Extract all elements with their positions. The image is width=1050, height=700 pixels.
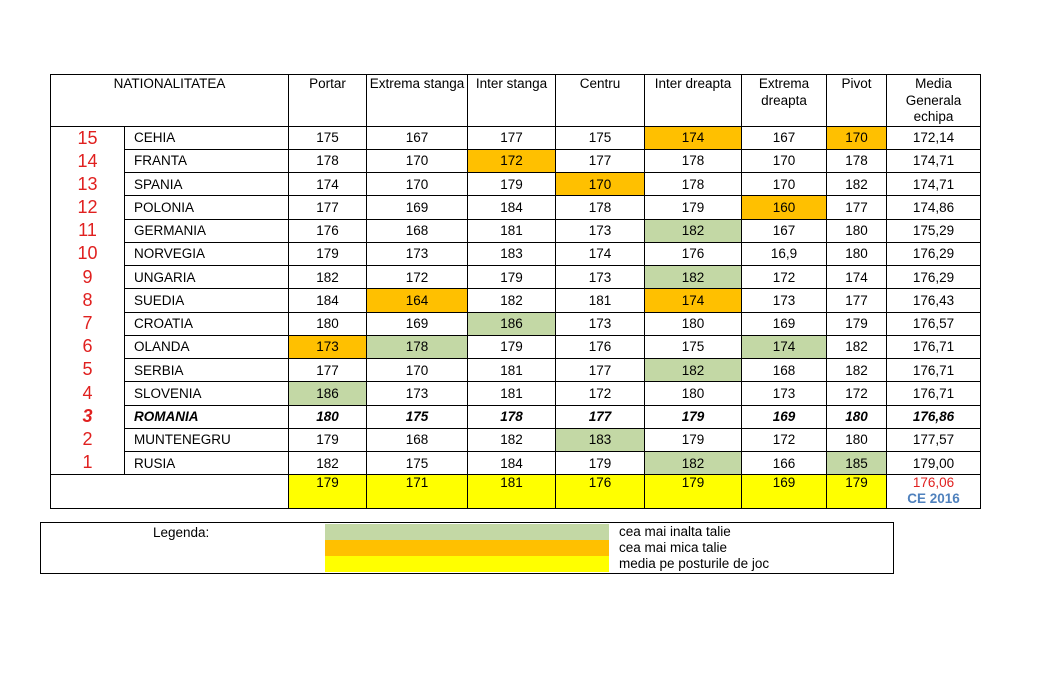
legend-swatch-shortest: [325, 540, 609, 556]
team-name: OLANDA: [125, 335, 289, 358]
cell-portar: 177: [289, 359, 367, 382]
header-pivot: Pivot: [827, 75, 887, 127]
overall-average: 176,06: [912, 475, 955, 491]
rank-number: 1: [82, 452, 93, 473]
cell-extrema-dreapta: 172: [742, 428, 827, 451]
cell-inter-dreapta: 182: [645, 219, 742, 242]
legend-text-shortest: cea mai mica talie: [619, 540, 728, 555]
rank-number: 11: [78, 220, 97, 241]
avg-extrema-stanga: 171: [367, 475, 468, 509]
cell-inter-dreapta: 178: [645, 149, 742, 172]
cell-pivot: 180: [827, 219, 887, 242]
cell-pivot: 177: [827, 289, 887, 312]
legend-title: Legenda:: [153, 525, 210, 540]
cell-extrema-dreapta: 172: [742, 266, 827, 289]
header-extrema-stanga: Extrema stanga: [367, 75, 468, 127]
cell-pivot: 180: [827, 242, 887, 265]
team-name: SPANIA: [125, 173, 289, 196]
cell-pivot: 177: [827, 196, 887, 219]
cell-extrema-dreapta: 173: [742, 382, 827, 405]
cell-extrema-stanga: 168: [367, 219, 468, 242]
table-row: [51, 149, 981, 172]
table-row: [51, 312, 981, 335]
cell-extrema-stanga: 173: [367, 242, 468, 265]
cell-extrema-dreapta: 169: [742, 312, 827, 335]
cell-media: 174,71: [887, 149, 981, 172]
team-name: CEHIA: [125, 126, 289, 149]
cell-inter-stanga: 178: [468, 405, 556, 428]
cell-inter-dreapta: 179: [645, 428, 742, 451]
avg-inter-stanga: 181: [468, 475, 556, 509]
cell-extrema-stanga: 170: [367, 359, 468, 382]
team-name: RUSIA: [125, 452, 289, 475]
cell-media: 176,43: [887, 289, 981, 312]
cell-inter-stanga: 181: [468, 382, 556, 405]
cell-inter-dreapta: 182: [645, 266, 742, 289]
legend-swatch-average: [325, 556, 609, 572]
table-row: [51, 428, 981, 451]
cell-pivot: 182: [827, 335, 887, 358]
cell-extrema-stanga: 175: [367, 452, 468, 475]
cell-pivot: 170: [827, 126, 887, 149]
cell-extrema-stanga: 172: [367, 266, 468, 289]
cell-inter-stanga: 183: [468, 242, 556, 265]
header-nationality: NATIONALITATEA: [51, 75, 289, 127]
cell-extrema-dreapta: 168: [742, 359, 827, 382]
cell-portar: 179: [289, 242, 367, 265]
team-name: SUEDIA: [125, 289, 289, 312]
avg-portar: 179: [289, 475, 367, 509]
cell-centru: 178: [556, 196, 645, 219]
cell-portar: 186: [289, 382, 367, 405]
team-name: NORVEGIA: [125, 242, 289, 265]
cell-extrema-dreapta: 170: [742, 149, 827, 172]
header-inter-stanga: Inter stanga: [468, 75, 556, 127]
cell-media: 176,71: [887, 335, 981, 358]
cell-inter-stanga: 182: [468, 428, 556, 451]
cell-inter-stanga: 186: [468, 312, 556, 335]
cell-media: 177,57: [887, 428, 981, 451]
cell-inter-stanga: 179: [468, 335, 556, 358]
cell-portar: 184: [289, 289, 367, 312]
cell-inter-dreapta: 174: [645, 289, 742, 312]
table-row: [51, 382, 981, 405]
cell-centru: 177: [556, 405, 645, 428]
cell-extrema-stanga: 178: [367, 335, 468, 358]
cell-media: 176,29: [887, 242, 981, 265]
cell-inter-dreapta: 175: [645, 335, 742, 358]
cell-centru: 173: [556, 266, 645, 289]
cell-extrema-dreapta: 170: [742, 173, 827, 196]
cell-centru: 173: [556, 312, 645, 335]
cell-extrema-stanga: 168: [367, 428, 468, 451]
cell-inter-stanga: 184: [468, 452, 556, 475]
table-row: [51, 405, 981, 428]
team-name: SLOVENIA: [125, 382, 289, 405]
header-media-generala: Media Generala echipa: [887, 75, 981, 127]
table-row: [51, 219, 981, 242]
cell-portar: 182: [289, 452, 367, 475]
cell-centru: 181: [556, 289, 645, 312]
rank-number: 3: [82, 405, 93, 426]
cell-inter-dreapta: 178: [645, 173, 742, 196]
cell-extrema-stanga: 170: [367, 149, 468, 172]
table-row: [51, 196, 981, 219]
cell-extrema-dreapta: 160: [742, 196, 827, 219]
table-row: [51, 242, 981, 265]
cell-inter-stanga: 179: [468, 266, 556, 289]
cell-inter-dreapta: 180: [645, 312, 742, 335]
legend-text-tallest: cea mai inalta talie: [619, 524, 731, 539]
cell-extrema-dreapta: 169: [742, 405, 827, 428]
table-row: [51, 452, 981, 475]
cell-portar: 173: [289, 335, 367, 358]
team-name: GERMANIA: [125, 219, 289, 242]
cell-media: 174,71: [887, 173, 981, 196]
avg-inter-dreapta: 179: [645, 475, 742, 509]
cell-centru: 177: [556, 149, 645, 172]
rank-number: 5: [82, 359, 93, 380]
team-name: UNGARIA: [125, 266, 289, 289]
cell-portar: 174: [289, 173, 367, 196]
overall-average-cell: [887, 475, 981, 509]
table-row: [51, 266, 981, 289]
cell-media: 176,29: [887, 266, 981, 289]
cell-media: 176,71: [887, 382, 981, 405]
rank-number: 6: [82, 336, 93, 357]
avg-pivot: 179: [827, 475, 887, 509]
cell-pivot: 182: [827, 359, 887, 382]
cell-extrema-dreapta: 167: [742, 219, 827, 242]
cell-media: 176,86: [887, 405, 981, 428]
cell-inter-dreapta: 182: [645, 359, 742, 382]
cell-inter-dreapta: 182: [645, 452, 742, 475]
header-extrema-dreapta: Extrema dreapta: [742, 75, 827, 127]
rank-column: [51, 126, 125, 475]
cell-portar: 177: [289, 196, 367, 219]
cell-inter-dreapta: 176: [645, 242, 742, 265]
table-row: [51, 173, 981, 196]
cell-centru: 177: [556, 359, 645, 382]
cell-centru: 172: [556, 382, 645, 405]
table-row: [51, 126, 981, 149]
cell-inter-dreapta: 179: [645, 196, 742, 219]
cell-inter-stanga: 184: [468, 196, 556, 219]
cell-extrema-stanga: 167: [367, 126, 468, 149]
cell-inter-stanga: 179: [468, 173, 556, 196]
header-inter-dreapta: Inter dreapta: [645, 75, 742, 127]
cell-extrema-dreapta: 174: [742, 335, 827, 358]
avg-centru: 176: [556, 475, 645, 509]
rank-number: 2: [82, 428, 93, 449]
rank-number: 10: [77, 243, 98, 264]
cell-pivot: 178: [827, 149, 887, 172]
cell-centru: 170: [556, 173, 645, 196]
team-name: FRANTA: [125, 149, 289, 172]
rank-number: 15: [77, 127, 98, 148]
rank-number: 4: [82, 382, 93, 403]
cell-inter-stanga: 181: [468, 359, 556, 382]
cell-media: 174,86: [887, 196, 981, 219]
averages-row: [51, 475, 981, 509]
cell-pivot: 174: [827, 266, 887, 289]
cell-centru: 173: [556, 219, 645, 242]
legend-box: [40, 522, 894, 574]
cell-extrema-stanga: 169: [367, 196, 468, 219]
rank-number: 14: [77, 150, 98, 171]
cell-centru: 175: [556, 126, 645, 149]
cell-pivot: 180: [827, 428, 887, 451]
cell-extrema-stanga: 175: [367, 405, 468, 428]
cell-centru: 183: [556, 428, 645, 451]
legend-text-average: media pe posturile de joc: [619, 556, 770, 571]
cell-media: 175,29: [887, 219, 981, 242]
header-row: [51, 75, 981, 127]
cell-media: 176,71: [887, 359, 981, 382]
rank-number: 9: [82, 266, 93, 287]
cell-extrema-dreapta: 167: [742, 126, 827, 149]
cell-pivot: 179: [827, 312, 887, 335]
heights-table: [50, 74, 981, 509]
cell-inter-stanga: 177: [468, 126, 556, 149]
cell-portar: 180: [289, 405, 367, 428]
cell-pivot: 172: [827, 382, 887, 405]
cell-media: 176,57: [887, 312, 981, 335]
cell-centru: 179: [556, 452, 645, 475]
table-body: [51, 126, 981, 475]
cell-inter-stanga: 182: [468, 289, 556, 312]
header-centru: Centru: [556, 75, 645, 127]
cell-media: 172,14: [887, 126, 981, 149]
cell-portar: 180: [289, 312, 367, 335]
cell-portar: 179: [289, 428, 367, 451]
cell-portar: 182: [289, 266, 367, 289]
legend-swatch-tallest: [325, 524, 609, 540]
cell-extrema-dreapta: 166: [742, 452, 827, 475]
table-row: [51, 289, 981, 312]
table-row: [51, 335, 981, 358]
team-name: CROATIA: [125, 312, 289, 335]
cell-inter-stanga: 181: [468, 219, 556, 242]
header-portar: Portar: [289, 75, 367, 127]
cell-inter-dreapta: 180: [645, 382, 742, 405]
cell-extrema-stanga: 169: [367, 312, 468, 335]
cell-centru: 176: [556, 335, 645, 358]
table-row: [51, 359, 981, 382]
cell-portar: 178: [289, 149, 367, 172]
cell-portar: 176: [289, 219, 367, 242]
cell-inter-stanga: 172: [468, 149, 556, 172]
cell-pivot: 185: [827, 452, 887, 475]
cell-pivot: 182: [827, 173, 887, 196]
team-name: ROMANIA: [125, 405, 289, 428]
cell-media: 179,00: [887, 452, 981, 475]
cell-pivot: 180: [827, 405, 887, 428]
cell-extrema-dreapta: 16,9: [742, 242, 827, 265]
team-name: SERBIA: [125, 359, 289, 382]
cell-extrema-stanga: 173: [367, 382, 468, 405]
event-label: CE 2016: [907, 491, 960, 507]
team-name: POLONIA: [125, 196, 289, 219]
averages-label-cell: [51, 475, 289, 509]
cell-extrema-dreapta: 173: [742, 289, 827, 312]
rank-number: 7: [82, 313, 93, 333]
cell-inter-dreapta: 179: [645, 405, 742, 428]
cell-extrema-stanga: 164: [367, 289, 468, 312]
team-name: MUNTENEGRU: [125, 428, 289, 451]
rank-number: 13: [77, 173, 98, 194]
rank-number: 8: [82, 289, 93, 310]
cell-extrema-stanga: 170: [367, 173, 468, 196]
cell-portar: 175: [289, 126, 367, 149]
cell-centru: 174: [556, 242, 645, 265]
avg-extrema-dreapta: 169: [742, 475, 827, 509]
cell-inter-dreapta: 174: [645, 126, 742, 149]
rank-number: 12: [77, 197, 98, 218]
